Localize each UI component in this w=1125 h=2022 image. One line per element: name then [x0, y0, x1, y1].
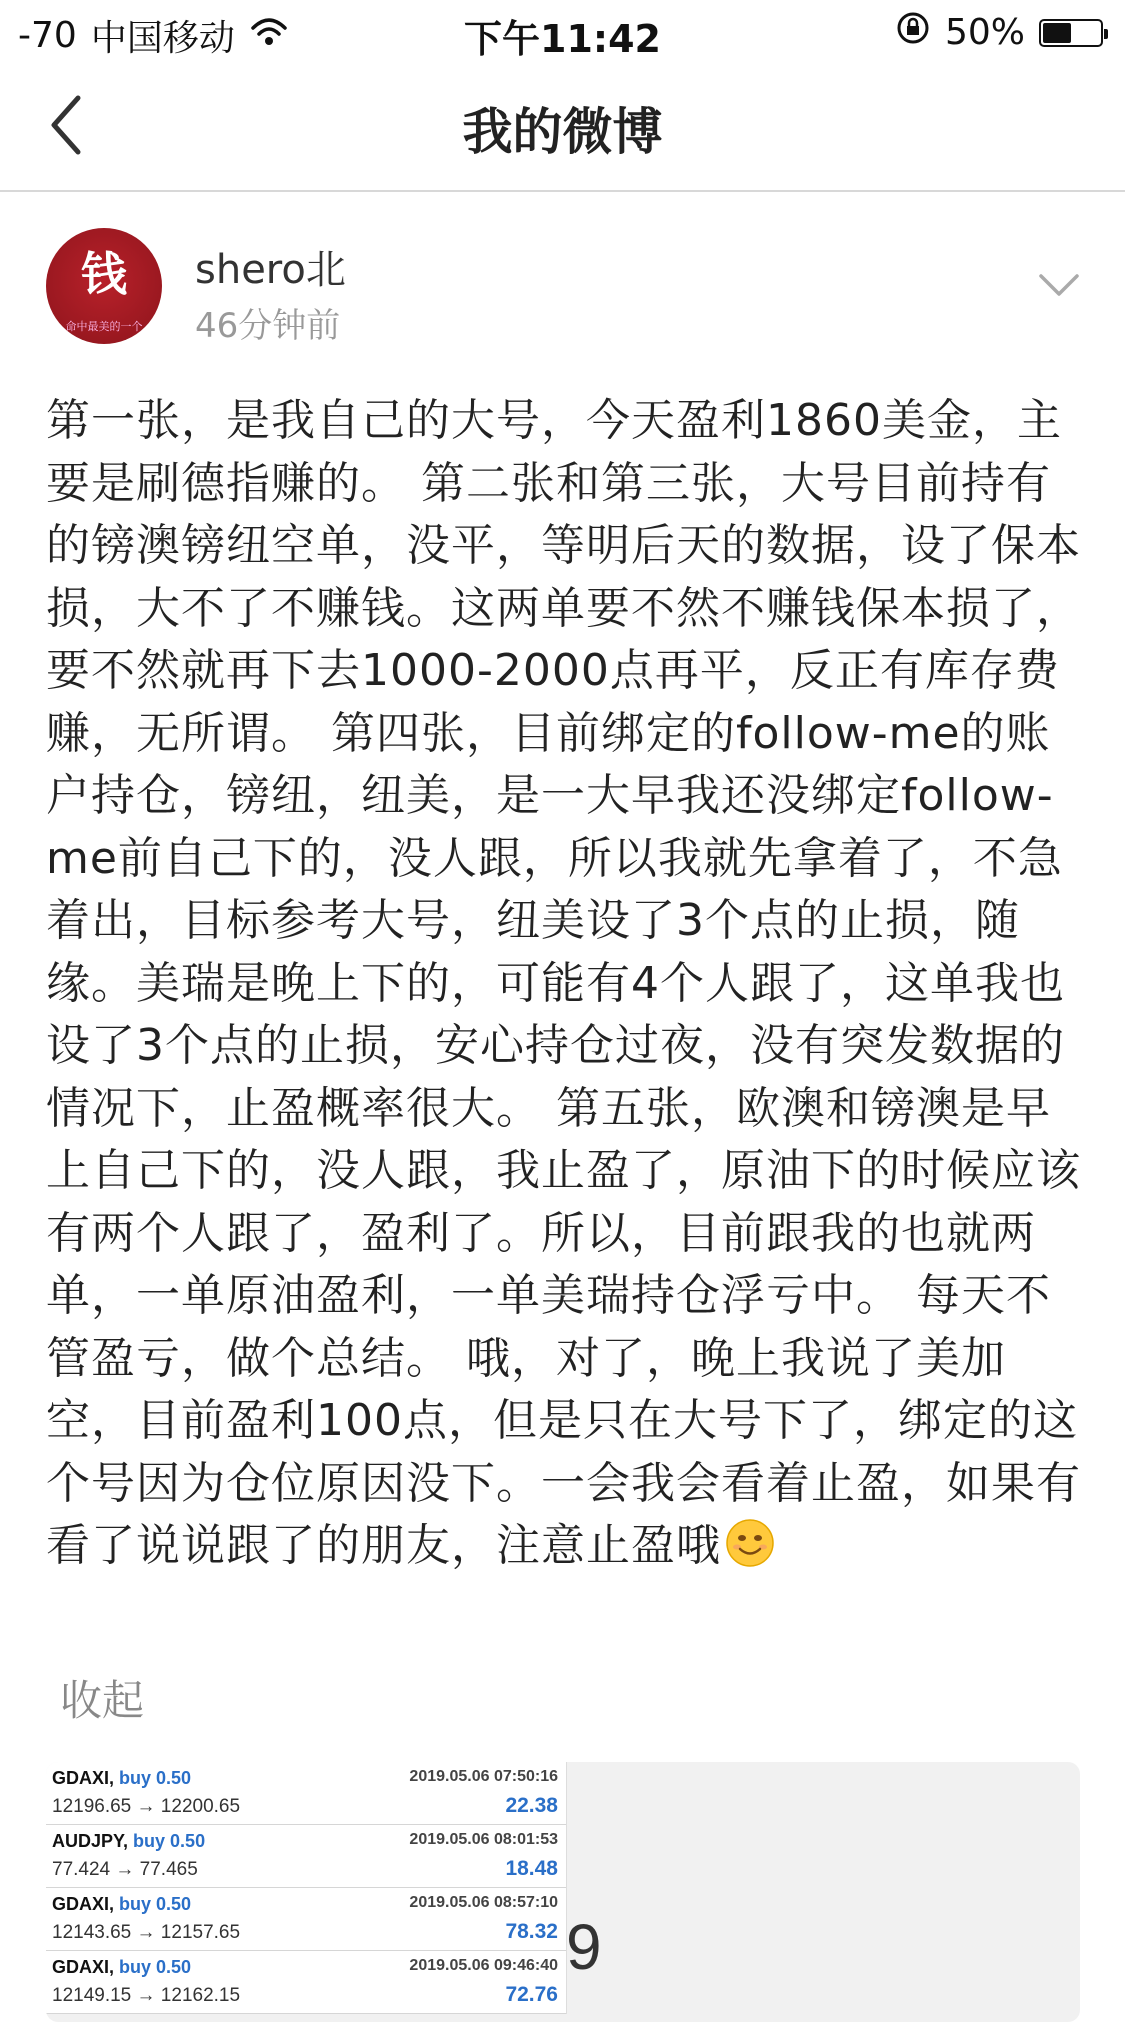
- nav-bar: [0, 62, 1125, 192]
- avatar-text: 钱: [81, 247, 127, 301]
- trade-date: 2019.05.06 08:57:10: [409, 1894, 558, 1911]
- collapse-button[interactable]: 收起: [60, 1676, 145, 1725]
- trade-side: buy 0.50: [119, 1768, 192, 1788]
- trade-symbol: GDAXI,: [52, 1894, 115, 1914]
- trade-row: [46, 1888, 566, 1951]
- trade-side: buy 0.50: [133, 1831, 206, 1851]
- trade-profit: 72.76: [505, 1983, 558, 2006]
- trade-profit: 78.32: [505, 1920, 558, 1943]
- clock: 下午11:42: [464, 17, 661, 61]
- trade-symbol: AUDJPY,: [52, 1831, 129, 1851]
- avatar-caption: 命中最美的一个: [65, 320, 143, 333]
- status-bar: [0, 0, 1125, 62]
- trade-side: buy 0.50: [119, 1894, 192, 1914]
- trade-profit: 22.38: [505, 1794, 558, 1817]
- trade-prices: 12196.65 → 12200.65: [52, 1796, 241, 1817]
- trade-prices: 12143.65 → 12157.65: [52, 1922, 241, 1943]
- trade-date: 2019.05.06 07:50:16: [409, 1768, 558, 1785]
- trade-row: [46, 1951, 566, 2014]
- signal-strength: -70: [18, 15, 77, 56]
- trade-row: [46, 1825, 566, 1888]
- post-time: 46分钟前: [195, 306, 341, 346]
- post-body: [46, 390, 1086, 1578]
- trade-date: 2019.05.06 09:46:40: [409, 1957, 558, 1974]
- page-title: 我的微博: [462, 103, 663, 161]
- trade-profit: 18.48: [505, 1857, 558, 1880]
- trade-symbol: GDAXI,: [52, 1768, 115, 1788]
- carrier-name: 中国移动: [90, 18, 235, 59]
- post-text: 第一张，是我自己的大号，今天盈利1860美金，主要是刷德指赚的。 第二张和第三张，大号目前持有的镑澳镑纽空单，没平，等明后天的数据，设了保本损，大不了不赚钱。这两单要不然不赚钱保本损了，要不然就再下去1000-2000点再平，反正有库存费赚，无所谓。 第四张，目前绑定的follow-me的账户持仓，镑纽，纽美，是一大早我还没绑定follow-me前自己下的，没人跟，所以我就先拿着了，不急着出，目标参考大号，纽美设了3个点的止损，随缘。美瑞是晚上下的，可能有4个人跟了，这单我也设了3个点的止损，安心持仓过夜，没有突发数据的情况下，止盈概率很大。 第五张，欧澳和镑澳是早上自己下的，没人跟，我止盈了，原油下的时候应该有两个人跟了，盈利了。所以，目前跟我的也就两单，一单原油盈利，一单美瑞持仓浮亏中。 每天不管盈亏，做个总结。 哦，对了，晚上我说了美加空，目前盈利100点，但是只在大号下了，绑定的这个号因为仓位原因没下。一会我会看着止盈，如果有看了说说跟了的朋友，注意止盈哦: [46, 395, 1081, 1571]
- battery-icon: [1039, 19, 1103, 47]
- image-side-digit: 9: [566, 1911, 602, 1983]
- more-options-button[interactable]: [1037, 270, 1081, 300]
- battery-percent: 50%: [944, 12, 1025, 53]
- trade-prices: 12149.15 → 12162.15: [52, 1985, 241, 2006]
- trade-list: [46, 1762, 567, 2014]
- smile-emoji-icon: [725, 1518, 775, 1568]
- trade-prices: 77.424 → 77.465: [52, 1859, 198, 1880]
- post-image[interactable]: [46, 1762, 1080, 2022]
- status-right: [895, 10, 1103, 55]
- trade-symbol: GDAXI,: [52, 1957, 115, 1977]
- trade-date: 2019.05.06 08:01:53: [409, 1831, 558, 1848]
- trade-side: buy 0.50: [119, 1957, 192, 1977]
- chevron-down-icon: [1037, 270, 1081, 300]
- trade-row: [46, 1762, 566, 1825]
- rotation-lock-icon: [895, 10, 931, 55]
- avatar[interactable]: [46, 228, 162, 344]
- username[interactable]: shero北: [195, 247, 346, 293]
